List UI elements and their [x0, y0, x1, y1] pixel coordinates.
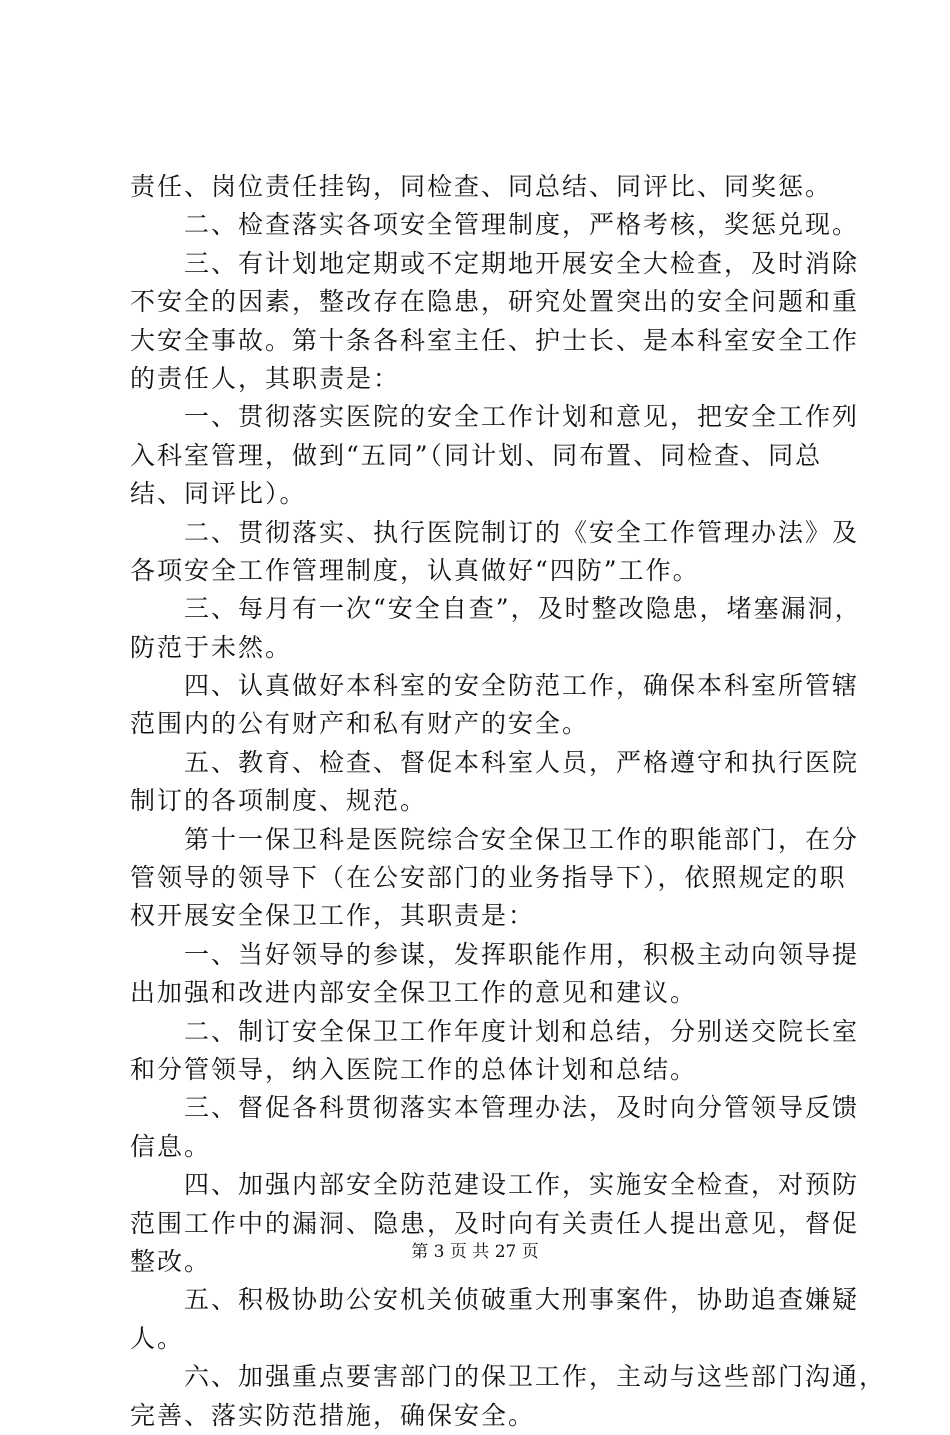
text-line: 入科室管理，做到“五同”（同计划、同布置、同检查、同总: [130, 440, 823, 470]
text-line: 范围内的公有财产和私有财产的安全。: [130, 709, 590, 739]
text-line: 六、加强重点要害部门的保卫工作，主动与这些部门沟通，: [130, 1362, 887, 1392]
text-line: 大安全事故。第十条各科室主任、护士长、是本科室安全工作: [130, 325, 860, 355]
text-line: 和分管领导，纳入医院工作的总体计划和总结。: [130, 1054, 698, 1084]
text-line: 四、加强内部安全防范建设工作，实施安全检查，对预防: [130, 1170, 860, 1200]
text-line: 一、当好领导的参谋，发挥职能作用，积极主动向领导提: [130, 939, 860, 969]
text-line: 第十一保卫科是医院综合安全保卫工作的职能部门，在分: [130, 824, 860, 854]
text-line: 范围工作中的漏洞、隐患，及时向有关责任人提出意见，督促: [130, 1208, 860, 1238]
text-line: 二、制订安全保卫工作年度计划和总结，分别送交院长室: [130, 1016, 860, 1046]
text-line: 各项安全工作管理制度，认真做好“四防”工作。: [130, 555, 700, 585]
text-line: 三、每月有一次“安全自查”，及时整改隐患，堵塞漏洞，: [130, 594, 862, 624]
text-line: 人。: [130, 1323, 185, 1353]
text-line: 防范于未然。: [130, 632, 293, 662]
text-line: 五、教育、检查、督促本科室人员，严格遵守和执行医院: [130, 747, 860, 777]
text-line: 责任、岗位责任挂钩，同检查、同总结、同评比、同奖惩。: [130, 172, 833, 201]
text-line: 的责任人，其职责是：: [130, 363, 401, 393]
text-line: 出加强和改进内部安全保卫工作的意见和建议。: [130, 978, 698, 1008]
text-line: 权开展安全保卫工作，其职责是：: [130, 901, 536, 931]
text-line: 一、贯彻落实医院的安全工作计划和意见，把安全工作列: [130, 402, 860, 432]
text-line: 整改。: [130, 1246, 212, 1276]
text-line: 信息。: [130, 1131, 212, 1161]
text-line: 管领导的领导下（在公安部门的业务指导下），依照规定的职: [130, 863, 847, 893]
text-line: 结、同评比）。: [130, 479, 307, 509]
text-line: 制订的各项制度、规范。: [130, 786, 428, 816]
text-line: 完善、落实防范措施，确保安全。: [130, 1400, 536, 1430]
text-line: 四、认真做好本科室的安全防范工作，确保本科室所管辖: [130, 671, 860, 701]
page-number-footer: 第 3 页 共 27 页: [411, 1242, 539, 1262]
text-line: 不安全的因素，整改存在隐患，研究处置突出的安全问题和重: [130, 287, 860, 317]
text-line: 二、检查落实各项安全管理制度，严格考核，奖惩兑现。: [130, 210, 860, 240]
text-line: 三、有计划地定期或不定期地开展安全大检查，及时消除: [130, 248, 860, 278]
text-line: 二、贯彻落实、执行医院制订的《安全工作管理办法》及: [130, 517, 860, 547]
text-line: 三、督促各科贯彻落实本管理办法，及时向分管领导反馈: [130, 1093, 860, 1123]
text-line: 五、积极协助公安机关侦破重大刑事案件，协助追查嫌疑: [130, 1285, 860, 1315]
